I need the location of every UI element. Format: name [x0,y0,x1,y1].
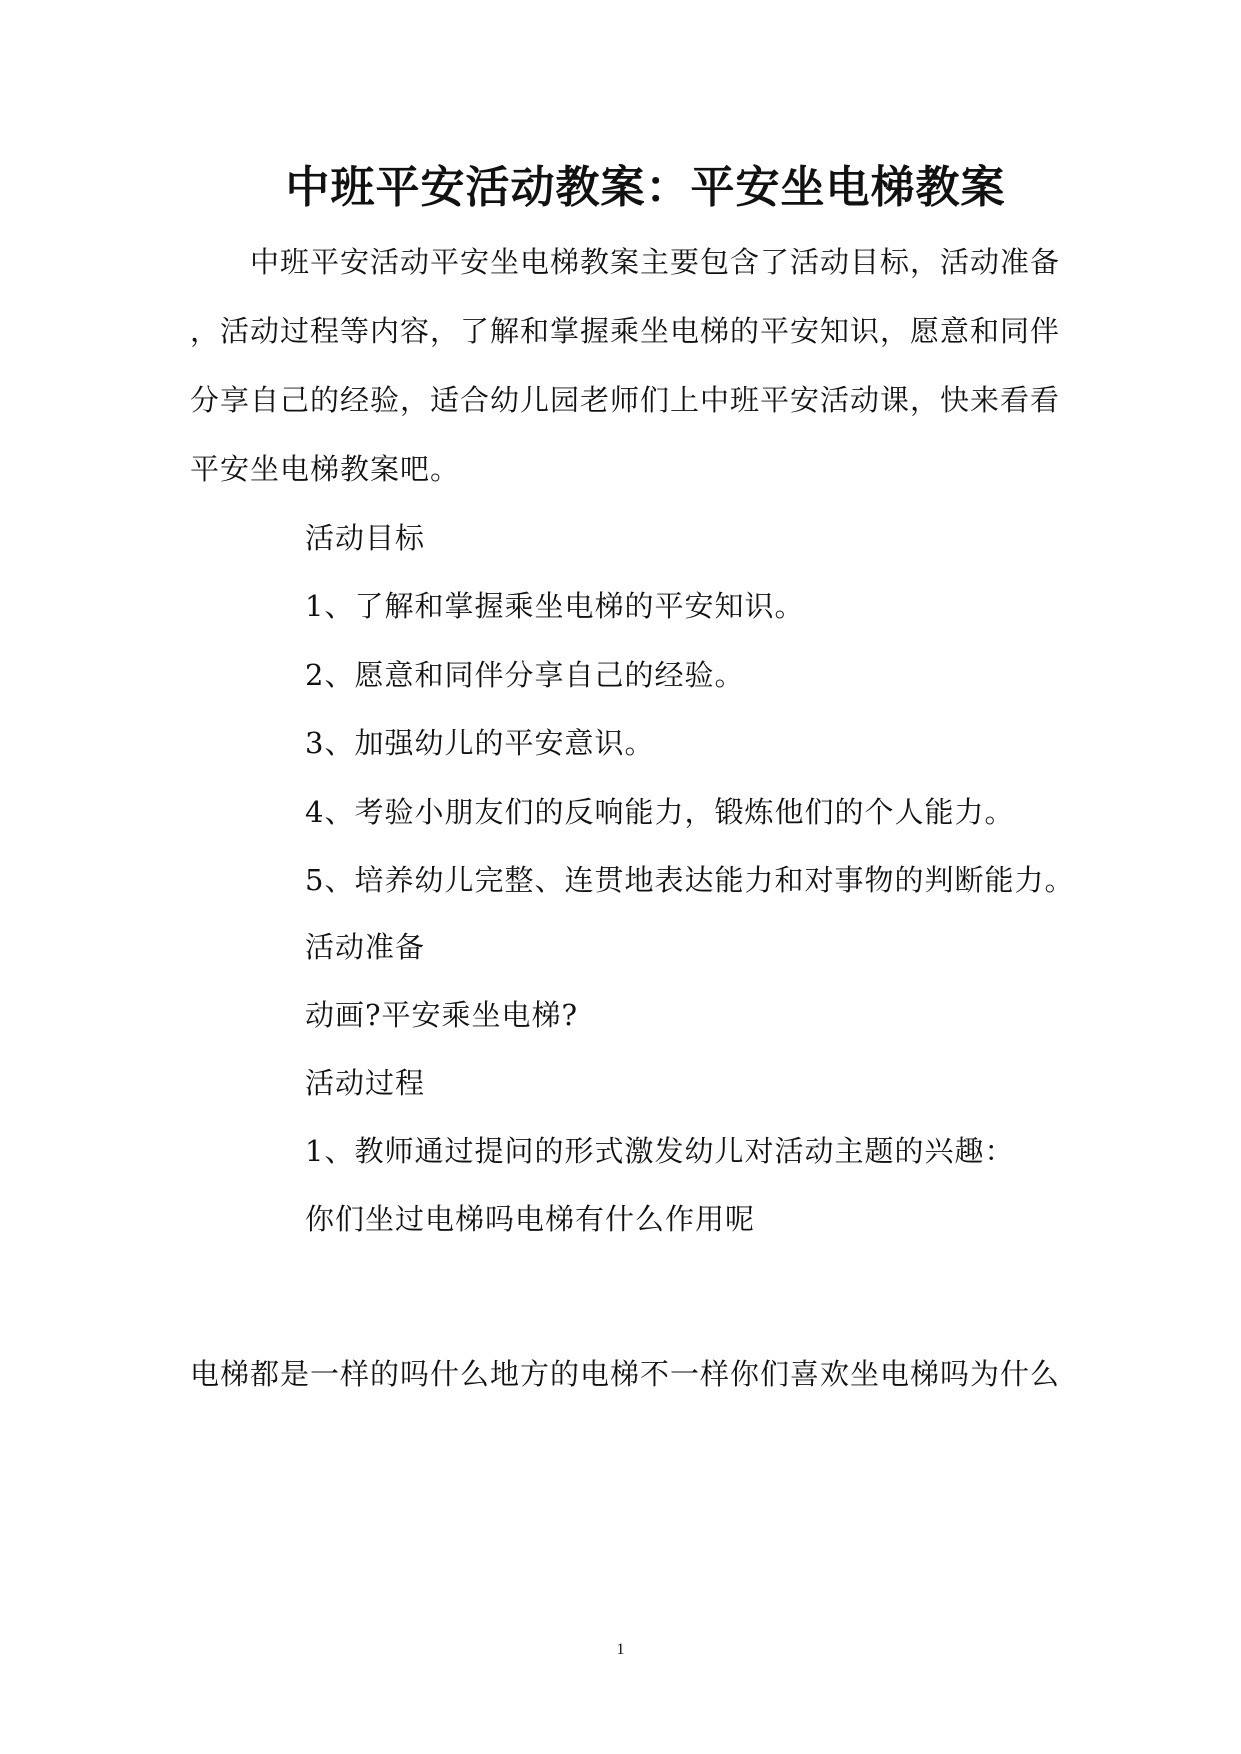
intro-line: 中班平安活动平安坐电梯教案主要包含了活动目标，活动准备 [190,245,1061,279]
process-item: 1、教师通过提问的形式激发幼儿对活动主题的兴趣： [305,1134,1015,1168]
intro-line: ，活动过程等内容，了解和掌握乘坐电梯的平安知识，愿意和同伴 [190,314,1061,348]
goal-item: 1、了解和掌握乘坐电梯的平安知识。 [305,589,805,623]
goal-item: 4、考验小朋友们的反响能力，锻炼他们的个人能力。 [305,795,1015,829]
goals-heading: 活动目标 [305,521,426,555]
body-line: 电梯都是一样的吗什么地方的电梯不一样你们喜欢坐电梯吗为什么 [190,1357,1061,1391]
page-title: 中班平安活动教案：平安坐电梯教案 [285,162,1006,213]
process-item: 你们坐过电梯吗电梯有什么作用呢 [305,1202,756,1236]
goal-item: 2、愿意和同伴分享自己的经验。 [305,658,745,692]
intro-line: 平安坐电梯教案吧。 [190,452,461,486]
intro-line: 分享自己的经验，适合幼儿园老师们上中班平安活动课，快来看看 [190,383,1061,417]
prep-item: 动画?平安乘坐电梯? [305,998,579,1032]
page-number: 1 [616,1641,625,1658]
goal-item: 3、加强幼儿的平安意识。 [305,726,655,760]
goal-item: 5、培养幼儿完整、连贯地表达能力和对事物的判断能力。 [305,863,1075,897]
prep-heading: 活动准备 [305,930,426,964]
process-heading: 活动过程 [305,1066,426,1100]
